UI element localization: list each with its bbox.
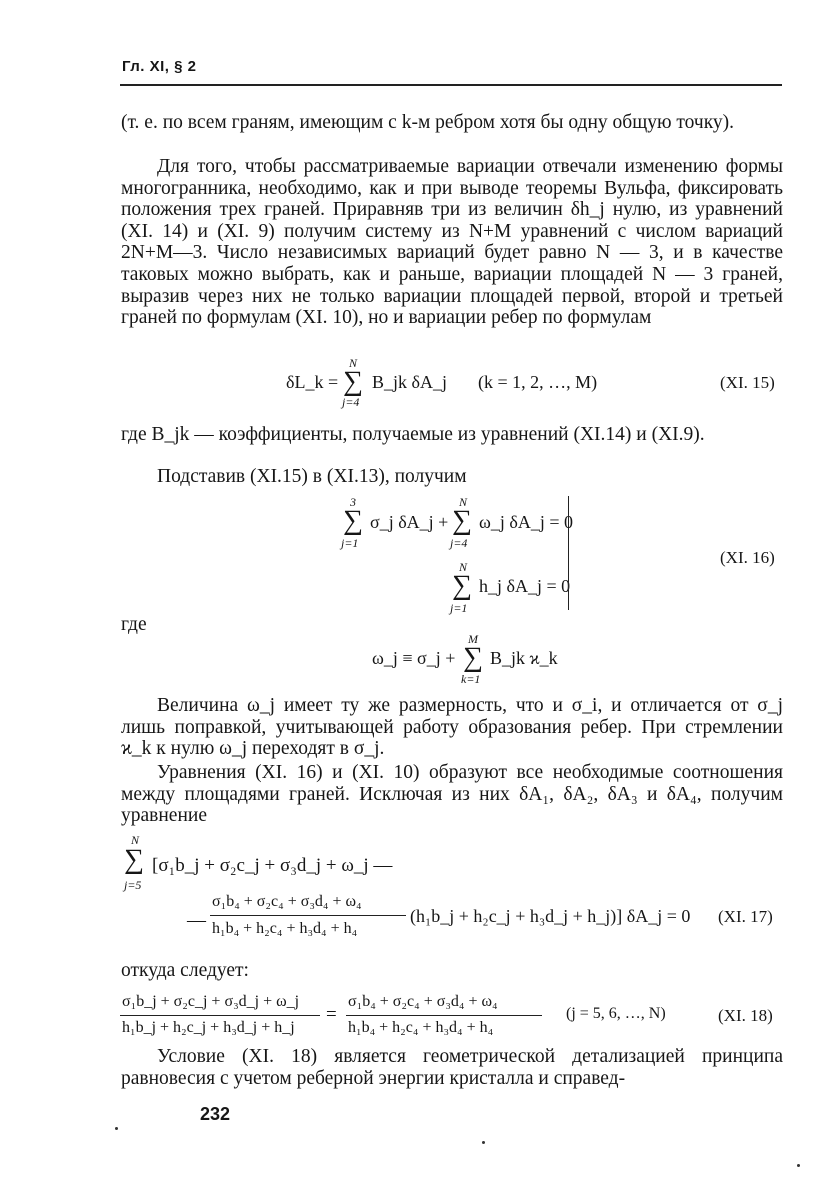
eq16-line1-a: σ_j δA_j + xyxy=(370,512,449,532)
eq16-sum1-top: 3 xyxy=(350,495,356,509)
eq18-equals: = xyxy=(326,1004,337,1025)
eq17-sum-top: N xyxy=(131,833,140,847)
eq17-frac-denominator: h₁b₄ + h₂c₄ + h₃d₄ + h₄ xyxy=(212,920,358,937)
eq17-sum-bottom: j=5 xyxy=(124,878,142,892)
eq16-sum3-top: N xyxy=(459,560,468,574)
eq15-sum-top: N xyxy=(349,356,358,370)
eq17-minus: — xyxy=(187,910,206,931)
eq18-denominator-2: h₁b₄ + h₂c₄ + h₃d₄ + h₄ xyxy=(348,1019,494,1036)
eq16-sum2-bottom: j=4 xyxy=(450,536,468,550)
eq16-line1-b: ω_j δA_j = 0 xyxy=(479,512,573,532)
eq18-numerator-1: σ₁b_j + σ₂c_j + σ₃d_j + ω_j xyxy=(122,993,300,1010)
eq16-sum3-bottom: j=1 xyxy=(450,601,468,615)
eq15-condition: (k = 1, 2, …, M) xyxy=(478,372,598,392)
running-head: Гл. XI, § 2 xyxy=(122,58,197,75)
paragraph-6: Величина ω_j имеет ту же размерность, что и σ_i, и отличается от σ_j лишь поправкой, учитывающей работу образования ребер. При стремлении ϰ_k к нулю ω_j переходят в σ_j. xyxy=(121,695,783,760)
omega-def-lhs: ω_j ≡ σ_j + xyxy=(372,648,456,668)
paragraph-1: (т. е. по всем граням, имеющим с k-м ребром хотя бы одну общую точку). xyxy=(121,112,735,133)
page-number: 232 xyxy=(200,1104,231,1124)
paragraph-2: Для того, чтобы рассматриваемые вариации отвечали изменению формы многогранника, необходимо, как и при выводе теоремы Вульфа, фиксировать положения трех граней. Приравняв три из величин δh_j нулю, из уравнений (XI. 14) и (XI. 9) получим систему из N+M уравнений с числом вариаций 2N+M—3. Число независимых вариаций будет равно N — 3, и в качестве таковых можно выбрать, как и раньше, вариации площадей N — 3 граней, выразив через них не только вариации площадей первой, второй и третьей граней по формулам (XI. 10), но и вариации ребер по формулам xyxy=(121,156,783,329)
paragraph-4: Подставив (XI.15) в (XI.13), получим xyxy=(157,466,467,487)
omega-sum-top: M xyxy=(468,632,478,646)
summation-sign: ∑ xyxy=(343,366,363,397)
omega-sum-bottom: k=1 xyxy=(461,672,481,686)
summation-sign: ∑ xyxy=(124,844,144,875)
eq17-fraction-bar xyxy=(210,915,406,916)
eq15-sum-bottom: j=4 xyxy=(342,395,360,409)
eq16-line2: h_j δA_j = 0 xyxy=(479,576,571,596)
eq15-lhs: δL_k = xyxy=(286,372,339,392)
paragraph-5: где xyxy=(121,614,147,635)
eq17-line1: [σ₁b_j + σ₂c_j + σ₃d_j + ω_j — xyxy=(152,855,393,876)
eq16-sum2-top: N xyxy=(459,495,468,509)
eq18-fraction-bar-2 xyxy=(346,1015,542,1016)
eq16-sum1-bottom: j=1 xyxy=(341,536,359,550)
paragraph-3: где B_jk — коэффициенты, получаемые из уравнений (XI.14) и (XI.9). xyxy=(121,424,705,445)
eq18-numerator-2: σ₁b₄ + σ₂c₄ + σ₃d₄ + ω₄ xyxy=(348,993,498,1010)
eq18-fraction-bar-1 xyxy=(120,1015,320,1016)
scan-speck xyxy=(482,1141,485,1144)
summation-sign: ∑ xyxy=(452,570,472,601)
eq18-condition: (j = 5, 6, …, N) xyxy=(566,1005,666,1022)
scan-speck xyxy=(797,1164,800,1167)
summation-sign: ∑ xyxy=(452,505,472,536)
scan-speck xyxy=(115,1127,118,1130)
summation-sign: ∑ xyxy=(463,642,483,673)
paragraph-9: Условие (XI. 18) является геометрической детализацией принципа равновесия с учетом реберной энергии кристалла и справед- xyxy=(121,1046,783,1089)
eq17-number: (XI. 17) xyxy=(718,907,773,926)
summation-sign: ∑ xyxy=(343,505,363,536)
paragraph-7: Уравнения (XI. 16) и (XI. 10) образуют все необходимые соотношения между площадями граней. Исключая из них δA₁, δA₂, δA₃ и δA₄, получим уравнение xyxy=(121,762,783,827)
header-rule xyxy=(120,84,782,86)
eq15-number: (XI. 15) xyxy=(720,373,775,392)
eq17-tail: (h₁b_j + h₂c_j + h₃d_j + h_j)] δA_j = 0 xyxy=(410,906,691,926)
eq17-frac-numerator: σ₁b₄ + σ₂c₄ + σ₃d₄ + ω₄ xyxy=(212,893,362,910)
eq18-denominator-1: h₁b_j + h₂c_j + h₃d_j + h_j xyxy=(122,1019,295,1036)
paragraph-8: откуда следует: xyxy=(121,960,249,981)
eq16-number: (XI. 16) xyxy=(720,548,775,567)
omega-def-body: B_jk ϰ_k xyxy=(490,648,558,668)
system-bracket xyxy=(568,496,569,610)
eq15-body: B_jk δA_j xyxy=(372,372,447,392)
eq18-number: (XI. 18) xyxy=(718,1006,773,1025)
